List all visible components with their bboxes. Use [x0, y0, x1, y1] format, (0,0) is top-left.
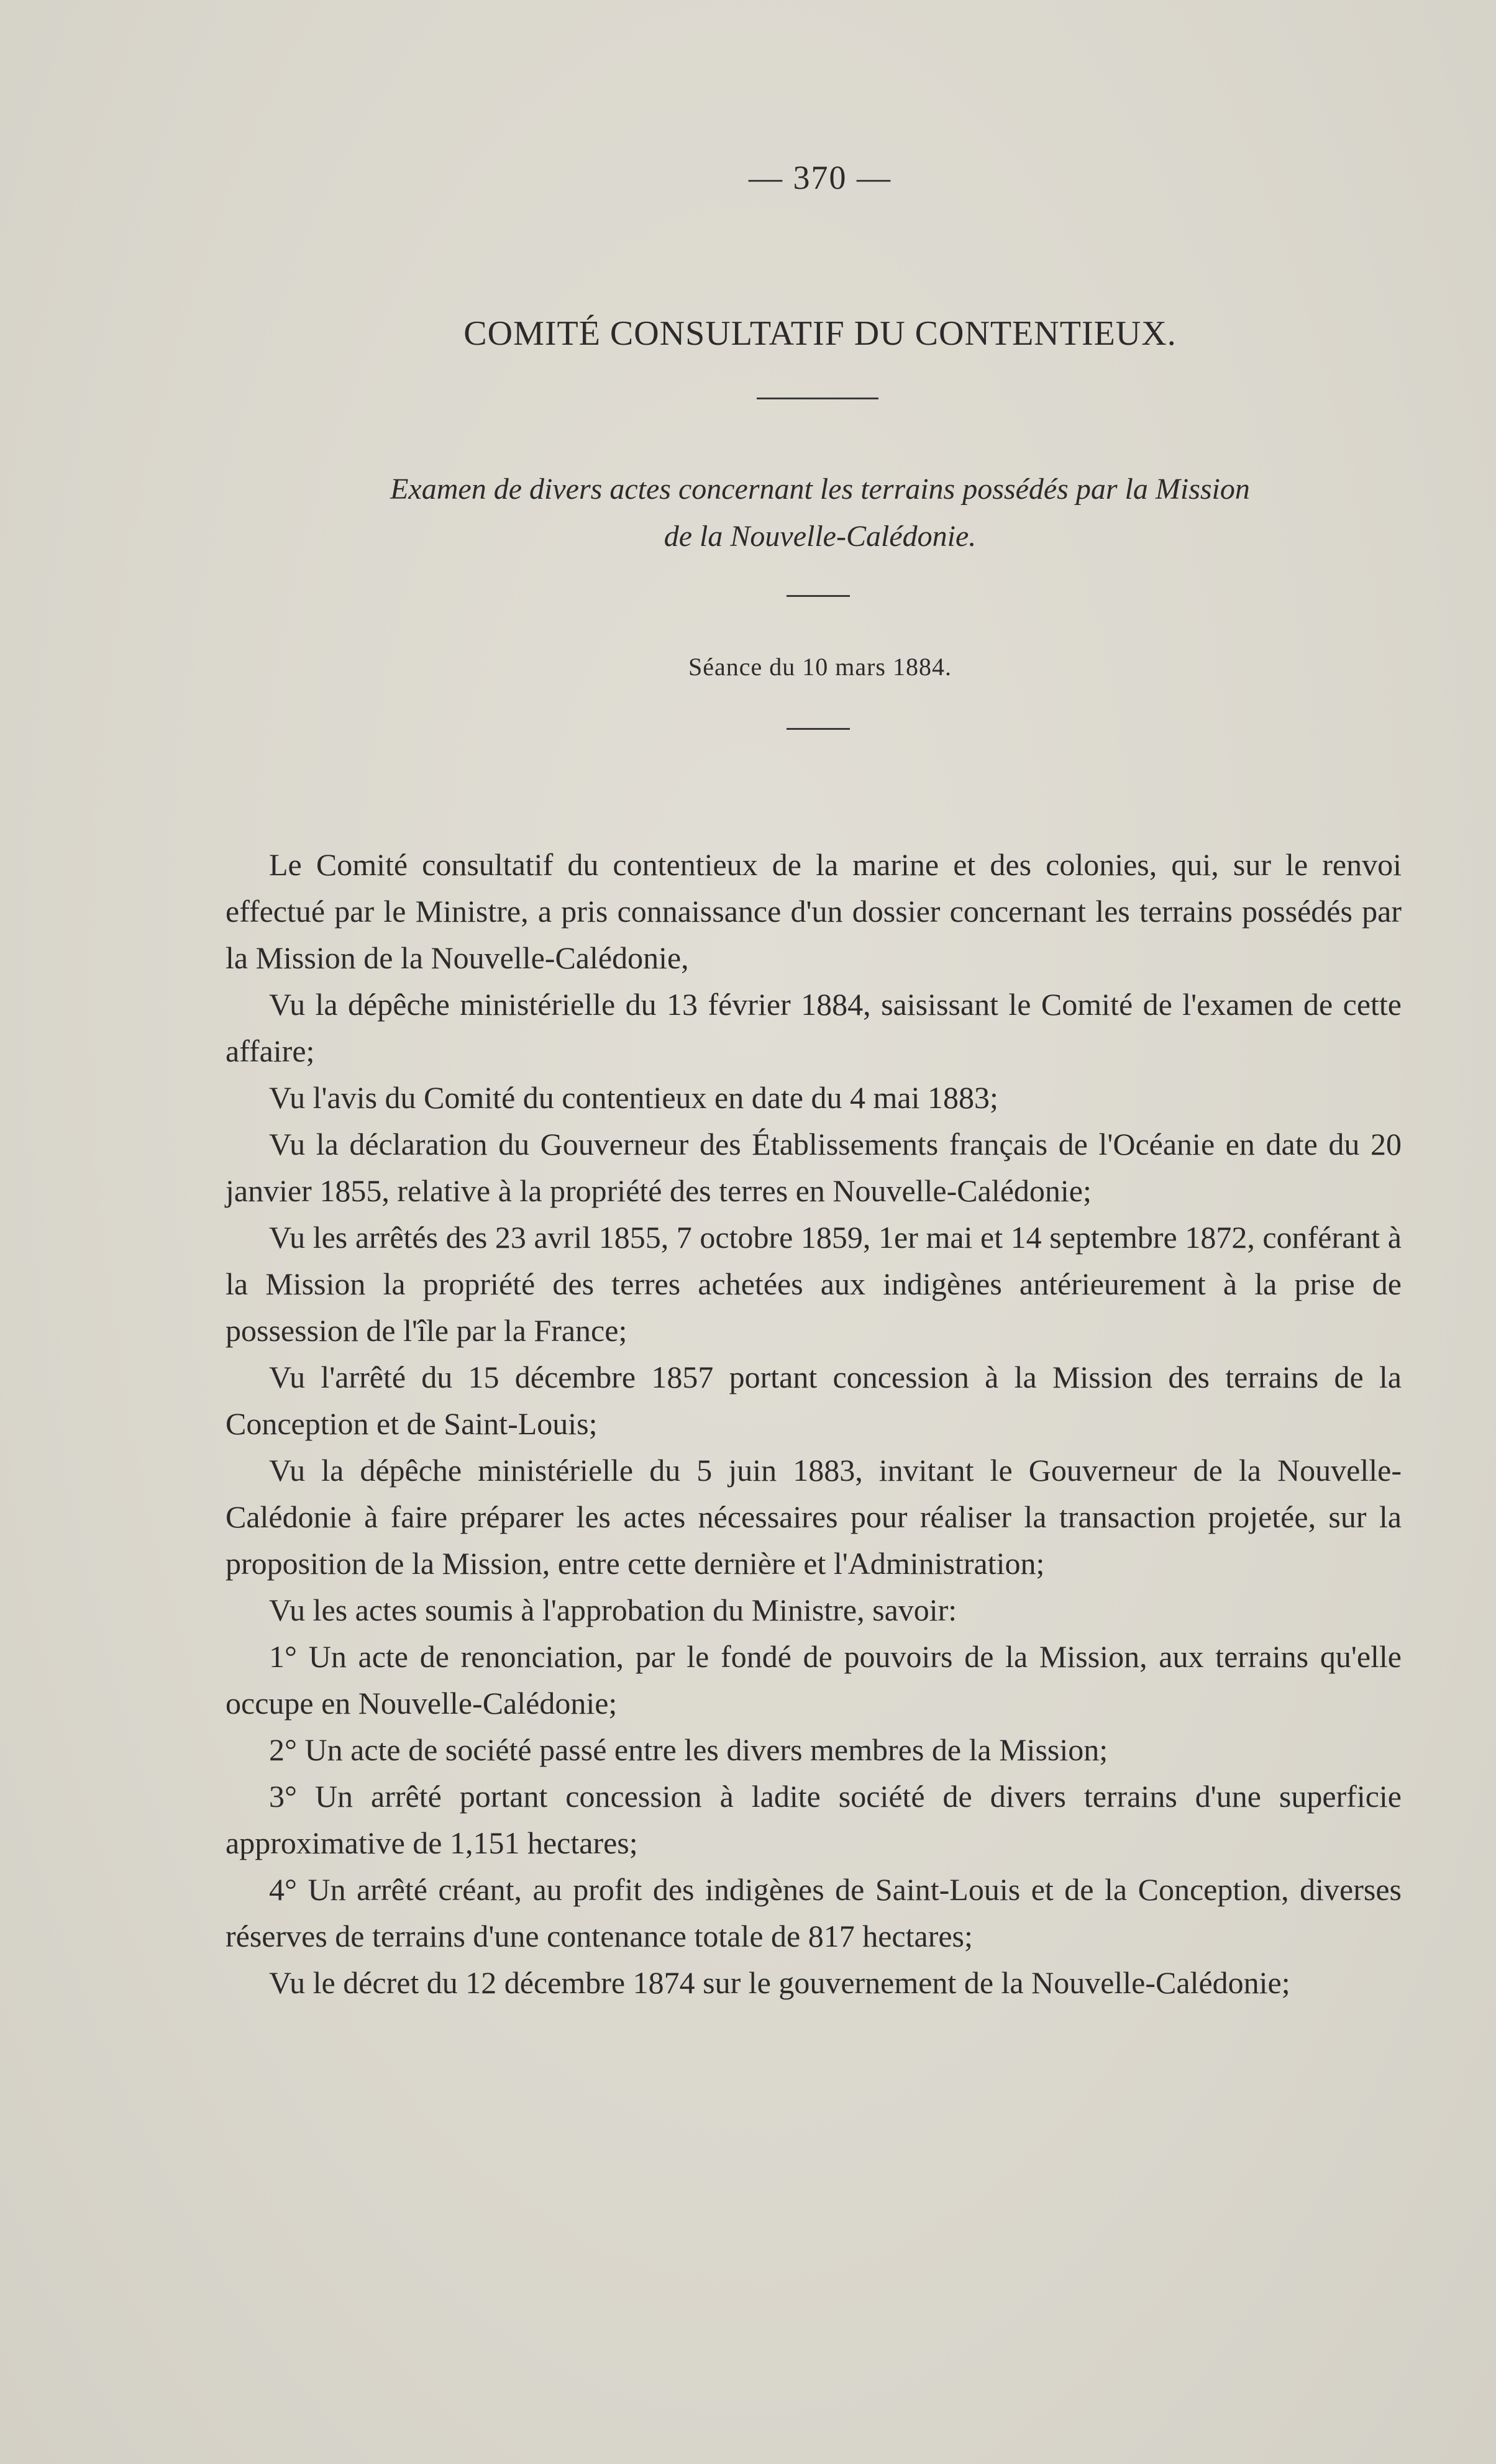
- subtitle: [0, 466, 1496, 560]
- divider-rule: [787, 728, 850, 730]
- session-date: Séance du 10 mars 1884.: [688, 653, 952, 681]
- subtitle-line-1: Examen de divers actes concernant les terrains possédés par la Mission: [390, 473, 1250, 506]
- body-text: [226, 842, 1402, 2006]
- subtitle-line-2: de la Nouvelle-Calédonie.: [664, 520, 977, 553]
- paragraph: Vu l'arrêté du 15 décembre 1857 portant concession à la Mission des terrains de la Conception et de Saint-Louis;: [226, 1360, 1402, 1441]
- paragraph: Vu le décret du 12 décembre 1874 sur le gouvernement de la Nouvelle-Calédonie;: [269, 1965, 1290, 2000]
- paragraph: Vu l'avis du Comité du contentieux en date du 4 mai 1883;: [269, 1080, 998, 1115]
- paragraph: Vu la déclaration du Gouverneur des Établissements français de l'Océanie en date du 20 janvier 1855, relative à la propriété des terres en Nouvelle-Calédonie;: [226, 1127, 1402, 1208]
- divider-rule: [787, 595, 850, 597]
- paragraph: 4° Un arrêté créant, au profit des indigènes de Saint-Louis et de la Conception, diverses réserves de terrains d'une contenance totale de 817 hectares;: [226, 1872, 1402, 1953]
- page-number: — 370 —: [749, 159, 892, 196]
- divider-rule: [757, 398, 878, 399]
- paragraph: Vu les arrêtés des 23 avril 1855, 7 octobre 1859, 1er mai et 14 septembre 1872, conférant à la Mission la propriété des terres achetées aux indigènes antérieurement à la prise de possession de l'île par la France;: [226, 1220, 1402, 1348]
- section-heading: COMITÉ CONSULTATIF DU CONTENTIEUX.: [463, 314, 1177, 353]
- paragraph: 2° Un acte de société passé entre les divers membres de la Mission;: [269, 1732, 1108, 1767]
- paragraph: Vu les actes soumis à l'approbation du Ministre, savoir:: [269, 1593, 957, 1627]
- paragraph: Le Comité consultatif du contentieux de la marine et des colonies, qui, sur le renvoi effectué par le Ministre, a pris connaissance d'un dossier concernant les terrains possédés par la Mission de la Nouvelle-Calédonie,: [226, 847, 1402, 975]
- paragraph: Vu la dépêche ministérielle du 13 février 1884, saisissant le Comité de l'examen de cette affaire;: [226, 987, 1402, 1068]
- paragraph: 1° Un acte de renonciation, par le fondé de pouvoirs de la Mission, aux terrains qu'elle occupe en Nouvelle-Calédonie;: [226, 1639, 1402, 1721]
- paragraph: 3° Un arrêté portant concession à ladite société de divers terrains d'une superficie approximative de 1,151 hectares;: [226, 1779, 1402, 1860]
- paragraph: Vu la dépêche ministérielle du 5 juin 1883, invitant le Gouverneur de la Nouvelle-Calédonie à faire préparer les actes nécessaires pour réaliser la transaction projetée, sur la proposition de la Mission, entre cette dernière et l'Administration;: [226, 1453, 1402, 1581]
